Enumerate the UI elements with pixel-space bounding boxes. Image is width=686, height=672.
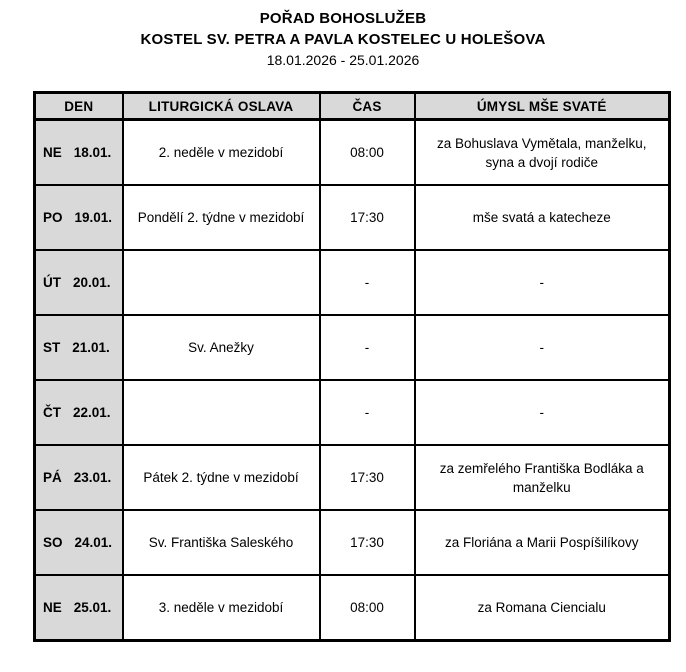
header-row	[35, 93, 670, 120]
celebration-cell: Sv. Anežky	[123, 315, 320, 380]
time-cell: 08:00	[320, 575, 415, 641]
column-header-liturgicka-oslava: LITURGICKÁ OSLAVA	[123, 93, 320, 120]
celebration-cell: Pátek 2. týdne v mezidobí	[123, 445, 320, 510]
day-label: ST	[43, 340, 61, 355]
intention-cell: -	[415, 380, 670, 445]
time-cell: 17:30	[320, 185, 415, 250]
time-cell: 08:00	[320, 120, 415, 186]
column-header-umysl-mse-svate: ÚMYSL MŠE SVATÉ	[415, 93, 670, 120]
church-name: KOSTEL SV. PETRA A PAVLA KOSTELEC U HOLEŠOVA	[140, 31, 546, 48]
table-row	[35, 250, 670, 315]
time-cell: -	[320, 315, 415, 380]
day-label: NE	[43, 600, 62, 615]
title-block	[0, 0, 686, 71]
day-label: NE	[43, 145, 62, 160]
day-label: SO	[43, 535, 63, 550]
table-row	[35, 380, 670, 445]
date-label: 19.01.	[74, 210, 113, 225]
date-range: 18.01.2026 - 25.01.2026	[266, 52, 420, 68]
day-cell	[35, 575, 123, 641]
day-cell	[35, 510, 123, 575]
day-cell	[35, 185, 123, 250]
table-row	[35, 185, 670, 250]
celebration-cell: 3. neděle v mezidobí	[123, 575, 320, 641]
date-label: 20.01.	[73, 275, 111, 290]
time-cell: 17:30	[320, 510, 415, 575]
day-cell	[35, 120, 123, 186]
time-cell: 17:30	[320, 445, 415, 510]
date-label: 22.01.	[73, 405, 111, 420]
day-label: ÚT	[43, 275, 61, 290]
date-label: 25.01.	[73, 600, 112, 615]
intention-cell: za zemřelého Františka Bodláka a manželku	[415, 445, 670, 510]
table-row	[35, 315, 670, 380]
date-label: 18.01.	[73, 145, 112, 160]
table-row	[35, 445, 670, 510]
celebration-cell: Sv. Františka Saleského	[123, 510, 320, 575]
column-header-cas: ČAS	[320, 93, 415, 120]
day-cell	[35, 380, 123, 445]
celebration-cell: 2. neděle v mezidobí	[123, 120, 320, 186]
table-row	[35, 575, 670, 641]
intention-cell: mše svatá a katecheze	[415, 185, 670, 250]
intention-cell: za Bohuslava Vymětala, manželku, syna a dvojí rodiče	[415, 120, 670, 186]
time-cell: -	[320, 380, 415, 445]
page-title: POŘAD BOHOSLUŽEB	[259, 10, 427, 27]
service-schedule-table	[33, 91, 671, 642]
column-header-den: DEN	[35, 93, 123, 120]
celebration-cell	[123, 380, 320, 445]
day-label: PO	[43, 210, 63, 225]
day-cell	[35, 315, 123, 380]
day-label: ČT	[43, 405, 61, 420]
table-header	[35, 93, 670, 120]
table-row	[35, 120, 670, 186]
intention-cell: za Floriána a Marii Pospíšilíkovy	[415, 510, 670, 575]
time-cell: -	[320, 250, 415, 315]
table-row	[35, 510, 670, 575]
day-label: PÁ	[43, 470, 62, 485]
date-label: 21.01.	[72, 340, 110, 355]
date-label: 23.01.	[73, 470, 112, 485]
celebration-cell	[123, 250, 320, 315]
day-cell	[35, 445, 123, 510]
celebration-cell: Pondělí 2. týdne v mezidobí	[123, 185, 320, 250]
intention-cell: za Romana Ciencialu	[415, 575, 670, 641]
intention-cell: -	[415, 250, 670, 315]
table-body	[35, 120, 670, 641]
date-label: 24.01.	[74, 535, 113, 550]
day-cell	[35, 250, 123, 315]
intention-cell: -	[415, 315, 670, 380]
